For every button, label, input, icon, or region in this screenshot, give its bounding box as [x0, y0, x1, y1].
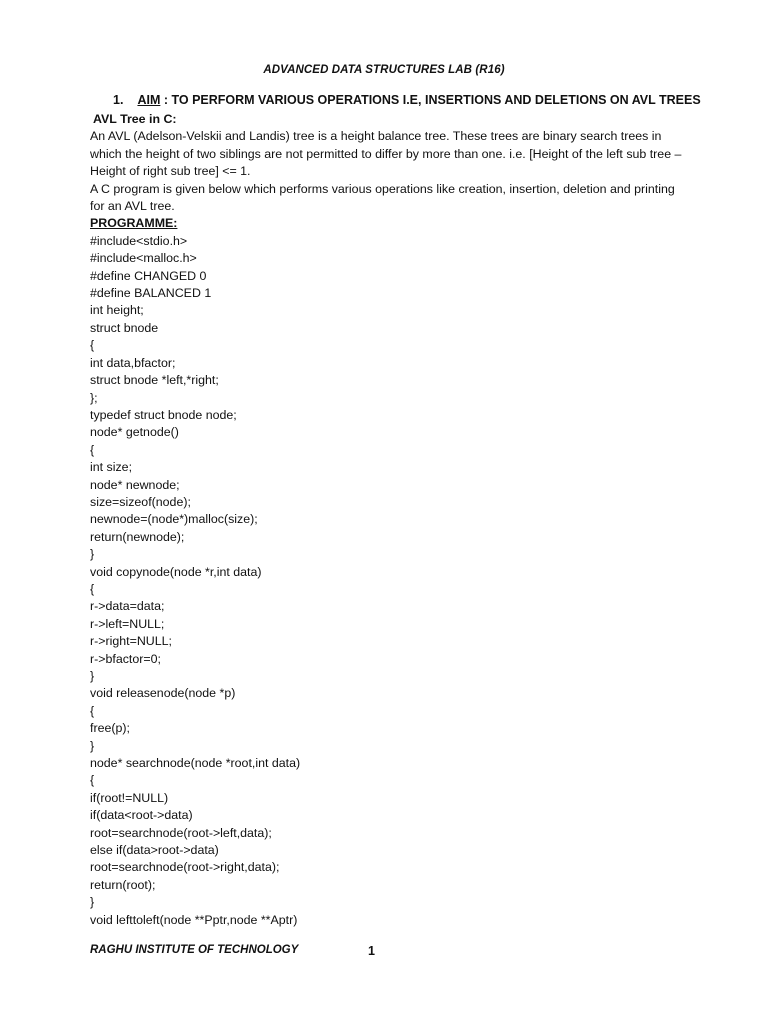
code-line: int height;	[90, 303, 144, 318]
page-number: 1	[368, 944, 375, 958]
code-line: r->right=NULL;	[90, 634, 172, 649]
code-line: node* searchnode(node *root,int data)	[90, 756, 301, 771]
code-line: int data,bfactor;	[90, 355, 176, 370]
code-line: }	[90, 547, 95, 562]
code-line: void lefttoleft(node **Pptr,node **Aptr)	[90, 912, 298, 927]
intro-paragraph-1: An AVL (Adelson-Velskii and Landis) tree is a height balance tree. These trees are binary search trees in which the height of two siblings are not permitted to differ by more than one. i.e. [Height of the left sub tree – Height of right sub tree] <= 1.	[90, 129, 682, 179]
code-line: struct bnode *left,*right;	[90, 373, 219, 388]
code-line: #include<malloc.h>	[90, 251, 197, 266]
aim-label: AIM	[137, 93, 161, 107]
code-line: void copynode(node *r,int data)	[90, 564, 262, 579]
intro-paragraph-2: A C program is given below which performs various operations like creation, insertion, deletion and printing for an AVL tree.	[90, 181, 675, 214]
page-footer	[90, 944, 690, 956]
code-line: root=searchnode(root->right,data);	[90, 860, 280, 875]
code-line: return(newnode);	[90, 529, 185, 544]
aim-number: 1.	[113, 93, 124, 107]
aim-text: : TO PERFORM VARIOUS OPERATIONS I.E, INSERTIONS AND DELETIONS ON AVL TREES	[160, 93, 701, 107]
code-line: #define BALANCED 1	[90, 286, 212, 301]
code-line: #include<stdio.h>	[90, 233, 188, 248]
code-line: return(root);	[90, 877, 156, 892]
code-line: if(data<root->data)	[90, 808, 193, 823]
avl-subheading: AVL Tree in C:	[93, 112, 177, 126]
code-line: };	[90, 390, 98, 405]
code-line: newnode=(node*)malloc(size);	[90, 512, 258, 527]
code-line: {	[90, 773, 95, 788]
code-line: {	[90, 703, 95, 718]
code-line: if(root!=NULL)	[90, 790, 169, 805]
code-line: r->left=NULL;	[90, 616, 165, 631]
code-line: int size;	[90, 460, 133, 475]
code-line: else if(data>root->data)	[90, 843, 219, 858]
code-line: r->bfactor=0;	[90, 651, 161, 666]
code-line: {	[90, 338, 95, 353]
code-line: }	[90, 738, 95, 753]
programme-heading: PROGRAMME:	[90, 216, 178, 231]
code-line: #define CHANGED 0	[90, 268, 207, 283]
code-line: struct bnode	[90, 320, 159, 335]
code-line: r->data=data;	[90, 599, 165, 614]
code-line: typedef struct bnode node;	[90, 407, 237, 422]
code-line: }	[90, 669, 95, 683]
code-line: void releasenode(node *p)	[90, 686, 236, 701]
code-line: free(p);	[90, 721, 130, 736]
code-line: node* getnode()	[90, 425, 179, 440]
aim-heading	[113, 93, 701, 107]
header-title: ADVANCED DATA STRUCTURES LAB (R16)	[263, 64, 505, 76]
code-line: root=searchnode(root->left,data);	[90, 825, 272, 840]
code-line: {	[90, 442, 95, 457]
page-header	[0, 64, 768, 76]
code-line: size=sizeof(node);	[90, 494, 191, 509]
footer-institute: RAGHU INSTITUTE OF TECHNOLOGY	[90, 944, 299, 956]
code-listing	[90, 233, 690, 929]
code-line: {	[90, 581, 95, 596]
code-line: }	[90, 895, 95, 910]
code-line: node* newnode;	[90, 477, 180, 492]
document-body	[90, 111, 690, 929]
